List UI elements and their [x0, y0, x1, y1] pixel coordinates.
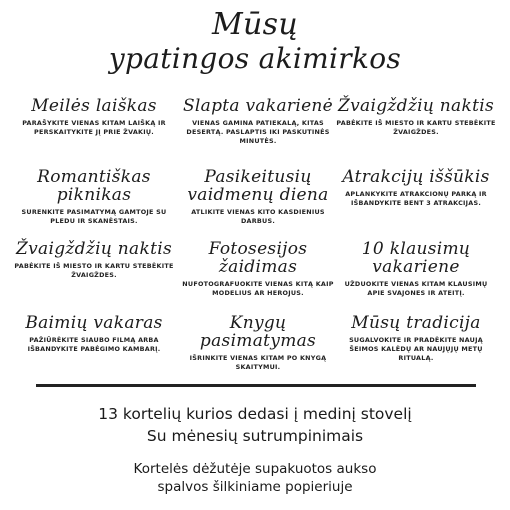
card-title: Romantiškas piknikas [37, 167, 151, 205]
card-description: PAŽIŪRĖKITE SIAUBO FILMĄ ARBA IŠBANDYKITE PABĖGIMO KAMBARĮ. [27, 336, 161, 353]
info-line-4: spalvos šilkiniame popieriuje [157, 479, 353, 495]
card-title: Žvaigždžių naktis [16, 239, 172, 259]
card-ten-questions [336, 240, 496, 298]
card-title: Žvaigždžių naktis [338, 96, 494, 116]
card-title: Fotosesijos žaidimas [208, 239, 308, 277]
card-title: Knygų pasimatymas [199, 313, 317, 351]
card-love-letter [14, 97, 174, 137]
card-role-swap-day [178, 168, 338, 226]
title-line-2: ypatingos akimirkos [108, 42, 402, 75]
card-description: UŽDUOKITE VIENAS KITAM KLAUSIMŲ APIE SVAJONES IR ATEITĮ. [344, 280, 488, 297]
card-title: Atrakcijų iššūkis [342, 167, 490, 187]
card-book-date [178, 314, 338, 372]
card-title: Mūsų tradicija [351, 313, 481, 333]
card-description: NUFOTOGRAFUOKITE VIENAS KITĄ KAIP MODELIUS AR HEROJUS. [182, 280, 334, 297]
card-title: Slapta vakarienė [182, 96, 334, 116]
card-description: SURENKITE PASIMATYMĄ GAMTOJE SU PLEDU IR SKANĖSTAIS. [21, 208, 167, 225]
card-description: PABĖKITE IŠ MIESTO IR KARTU STEBĖKITE ŽVAIGŽDES. [336, 119, 496, 136]
card-star-night [336, 97, 496, 137]
info-line-2: Su mėnesių sutrumpinimais [146, 427, 364, 445]
card-attraction-challenge [336, 168, 496, 208]
card-our-tradition [336, 314, 496, 363]
divider-line [36, 384, 476, 387]
title-line-1: Mūsų [212, 7, 298, 42]
card-description: IŠRINKITE VIENAS KITAM PO KNYGĄ SKAITYMUI. [189, 354, 327, 371]
card-description: PABĖKITE IŠ MIESTO IR KARTU STEBĖKITE ŽVAIGŽDES. [14, 262, 174, 279]
card-fear-night [14, 314, 174, 354]
card-description: VIENAS GAMINA PATIEKALĄ, KITAS DESERTĄ. PASLAPTIS IKI PASKUTINĖS MINUTĖS. [186, 119, 330, 145]
card-star-night-2 [14, 240, 174, 280]
card-title: 10 klausimų vakariene [361, 239, 471, 277]
card-title: Pasikeitusių vaidmenų diena [187, 167, 329, 205]
card-title: Meilės laiškas [31, 96, 157, 116]
card-description: SUGALVOKITE IR PRADĖKITE NAUJĄ ŠEIMOS KALĖDŲ AR NAUJŲJŲ METŲ RITUALĄ. [349, 336, 483, 362]
card-photo-game [178, 240, 338, 298]
card-description: ATLIKITE VIENAS KITO KASDIENIUS DARBUS. [191, 208, 325, 225]
card-description: APLANKYKITE ATRAKCIONŲ PARKĄ IR IŠBANDYKITE BENT 3 ATRAKCIJAS. [345, 190, 487, 207]
card-romantic-picnic [14, 168, 174, 226]
info-line-3: Kortelės dėžutėje supakuotos aukso [133, 461, 377, 477]
card-secret-dinner [178, 97, 338, 146]
page-title [0, 8, 510, 76]
card-description: PARAŠYKITE VIENAS KITAM LAIŠKĄ IR PERSKAITYKITE JĮ PRIE ŽVAKIŲ. [22, 119, 166, 136]
card-title: Baimių vakaras [25, 313, 163, 333]
info-line-1: 13 kortelių kurios dedasi į medinį stovelį [98, 405, 412, 423]
